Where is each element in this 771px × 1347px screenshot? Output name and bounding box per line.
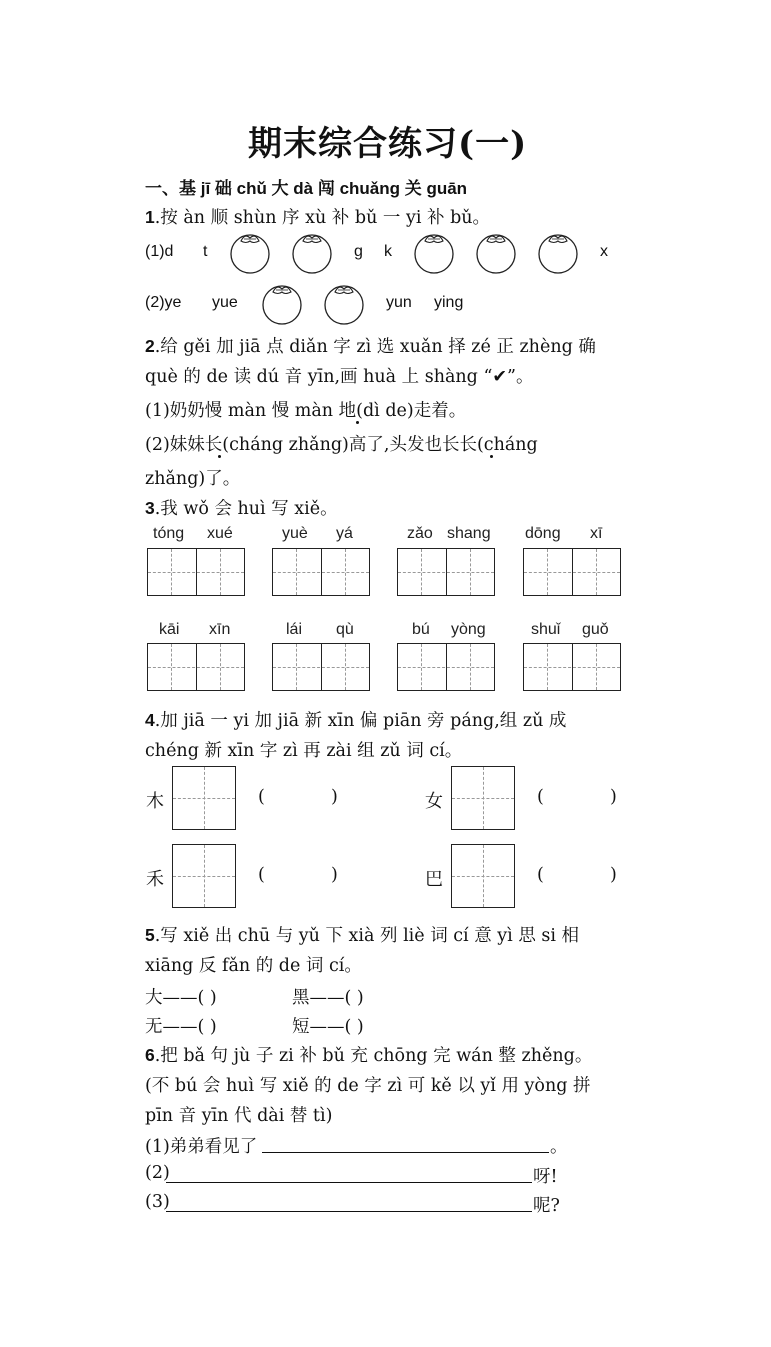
tomato-answer-circle[interactable] (473, 229, 519, 275)
radical-char: 禾 (146, 869, 164, 890)
question-4-line-2: chéng 新 xīn 字 zì 再 zài 组 zǔ 词 cí。 (145, 741, 463, 761)
fill-sentence-3-suffix: 呢? (533, 1196, 560, 1216)
question-2-line-1 (145, 333, 596, 358)
pinyin-label: bú (412, 621, 430, 638)
antonym-pair: 黑——( ) (292, 988, 364, 1008)
paren-close: ) (331, 865, 338, 885)
page-title: 期末综合练习(一) (248, 124, 528, 164)
question-6-line-1 (145, 1042, 592, 1067)
paren-close: ) (610, 787, 617, 807)
sequence-item: t (203, 243, 208, 260)
question-5-line-1 (145, 922, 579, 947)
writing-grid[interactable] (147, 548, 245, 596)
fill-sentence-1-prefix: (1)弟弟看见了 (145, 1137, 258, 1157)
emphasis-dot (218, 455, 221, 458)
radical-char: 木 (146, 791, 164, 812)
section-heading: 一、基 jī 础 chǔ 大 dà 闯 chuǎng 关 guān (145, 179, 468, 198)
question-text: .写 xiě 出 chū 与 yǔ 下 xià 列 liè 词 cí 意 yì 思 si 相 (154, 926, 580, 946)
fill-sentence-1-suffix: 。 (550, 1137, 568, 1157)
paren-close: ) (610, 865, 617, 885)
paren-open: ( (258, 865, 265, 885)
pinyin-label: yuè (282, 525, 308, 542)
tomato-answer-circle[interactable] (289, 229, 335, 275)
pinyin-label: zǎo (407, 525, 433, 542)
tomato-answer-circle[interactable] (411, 229, 457, 275)
paren-open: ( (537, 865, 544, 885)
pinyin-label: shang (447, 525, 491, 542)
writing-grid[interactable] (147, 643, 245, 691)
sequence-item: yue (212, 294, 238, 311)
radical-writing-box[interactable] (451, 844, 515, 908)
pinyin-label: qù (336, 621, 354, 638)
radical-char: 女 (425, 791, 443, 812)
pinyin-label: tóng (153, 525, 185, 542)
sequence-item: yun (386, 294, 412, 311)
question-2-sentence-1: (1)奶奶慢 màn 慢 màn 地(dì de)走着。 (145, 401, 467, 421)
sequence-row-2-label: (2)ye (145, 294, 182, 311)
question-number: 4 (145, 710, 155, 730)
tomato-answer-circle[interactable] (227, 229, 273, 275)
question-2-sentence-2: (2)妹妹长(cháng zhǎng)高了,头发也长长(cháng (145, 435, 538, 455)
pinyin-label: lái (286, 621, 303, 638)
antonym-pair: 短——( ) (292, 1017, 364, 1037)
question-number: 6 (145, 1045, 155, 1065)
question-1 (145, 204, 490, 229)
writing-grid[interactable] (523, 548, 621, 596)
writing-grid[interactable] (397, 643, 495, 691)
pinyin-label: kāi (159, 621, 180, 638)
question-text: .把 bǎ 句 jù 子 zi 补 bǔ 充 chōng 完 wán 整 zhěng。 (154, 1046, 593, 1066)
tomato-answer-circle[interactable] (535, 229, 581, 275)
question-text: .加 jiā 一 yi 加 jiā 新 xīn 偏 piān 旁 páng,组 zǔ 成 (154, 711, 567, 731)
antonym-pair: 大——( ) (145, 988, 217, 1008)
question-5-line-2: xiāng 反 fǎn 的 de 词 cí。 (145, 956, 362, 976)
question-number: 2 (145, 336, 155, 356)
sequence-item: x (600, 243, 608, 260)
fill-sentence-3-prefix: (3) (145, 1192, 170, 1212)
fill-sentence-2-suffix: 呀! (533, 1167, 558, 1187)
question-text: .给 gěi 加 jiā 点 diǎn 字 zì 选 xuǎn 择 zé 正 zhèng 确 (154, 337, 596, 357)
paren-close: ) (331, 787, 338, 807)
sequence-item: k (384, 243, 392, 260)
question-text: .我 wǒ 会 huì 写 xiě。 (154, 499, 338, 519)
question-number: 3 (145, 498, 155, 518)
question-2-line-2: què 的 de 读 dú 音 yīn,画 huà 上 shàng “✔”。 (145, 367, 534, 387)
writing-grid[interactable] (523, 643, 621, 691)
pinyin-label: yòng (451, 621, 486, 638)
sequence-item: g (354, 243, 363, 260)
paren-open: ( (258, 787, 265, 807)
radical-writing-box[interactable] (451, 766, 515, 830)
tomato-answer-circle[interactable] (321, 280, 367, 326)
fill-sentence-2-prefix: (2) (145, 1163, 170, 1183)
pinyin-label: guǒ (582, 621, 609, 638)
pinyin-label: xué (207, 525, 233, 542)
pinyin-label: yá (336, 525, 353, 542)
question-6-line-3: pīn 音 yīn 代 dài 替 tì) (145, 1106, 333, 1126)
question-2-sentence-2-cont: zhǎng)了。 (145, 469, 241, 489)
question-number: 1 (145, 207, 155, 227)
writing-grid[interactable] (272, 548, 370, 596)
sequence-item: ying (434, 294, 464, 311)
emphasis-dot (356, 421, 359, 424)
question-number: 5 (145, 925, 155, 945)
emphasis-dot (490, 455, 493, 458)
sequence-row-1-label: (1)d (145, 243, 174, 260)
pinyin-label: xīn (209, 621, 231, 638)
fill-line[interactable] (166, 1211, 532, 1212)
writing-grid[interactable] (272, 643, 370, 691)
question-text: .按 àn 顺 shùn 序 xù 补 bǔ 一 yi 补 bǔ。 (154, 208, 491, 228)
question-3 (145, 495, 338, 520)
fill-line[interactable] (262, 1152, 549, 1153)
pinyin-label: xī (590, 525, 603, 542)
radical-char: 巴 (425, 869, 443, 890)
fill-line[interactable] (166, 1182, 532, 1183)
radical-writing-box[interactable] (172, 844, 236, 908)
writing-grid[interactable] (397, 548, 495, 596)
pinyin-label: dōng (525, 525, 561, 542)
paren-open: ( (537, 787, 544, 807)
pinyin-label: shuǐ (531, 621, 561, 638)
tomato-answer-circle[interactable] (259, 280, 305, 326)
question-6-line-2: (不 bú 会 huì 写 xiě 的 de 字 zì 可 kě 以 yǐ 用 yòng 拼 (145, 1076, 591, 1096)
antonym-pair: 无——( ) (145, 1017, 217, 1037)
question-4-line-1 (145, 707, 566, 732)
radical-writing-box[interactable] (172, 766, 236, 830)
